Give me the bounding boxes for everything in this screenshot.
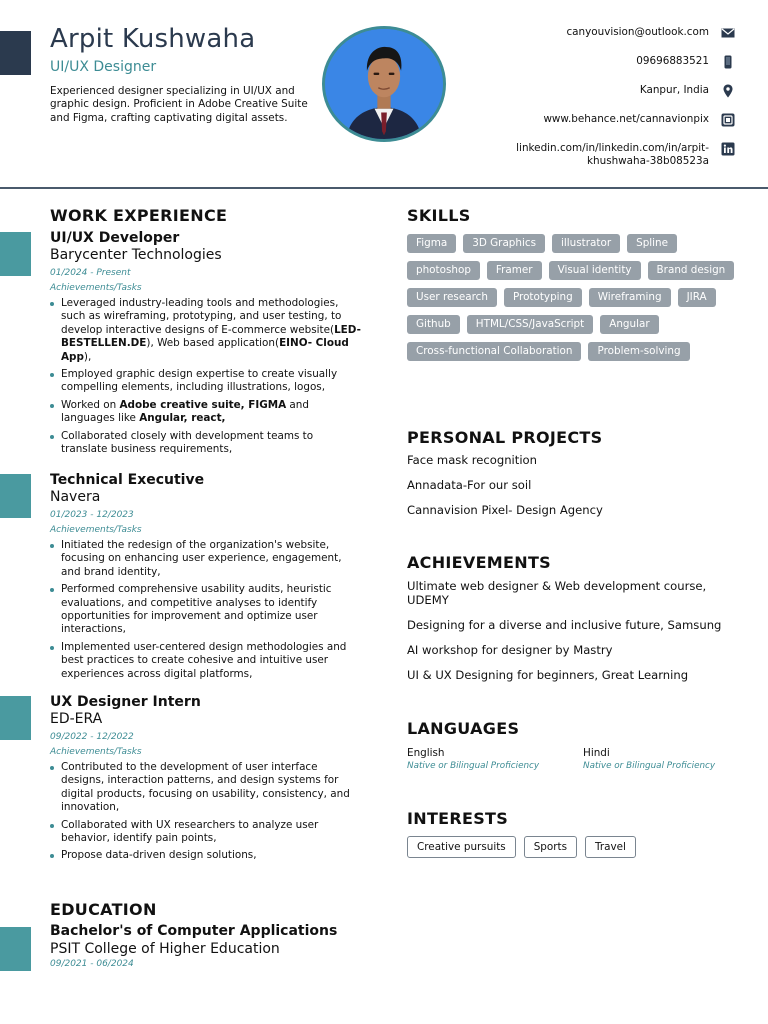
project-item: Annadata-For our soil xyxy=(407,478,532,492)
language-level: Native or Bilingual Proficiency xyxy=(407,761,540,771)
profile-summary: Experienced designer specializing in UI/UX and graphic design. Proficient in Adobe Creative Suite and Figma, crafting captivating digital assets. xyxy=(50,85,308,124)
header-divider xyxy=(0,187,768,189)
contact-phone[interactable] xyxy=(636,55,735,69)
profile-photo xyxy=(322,26,446,142)
job-bullet: Implemented user-centered design methodologies and best practices to create cohesive and intuitive user experiences across digital platforms, xyxy=(50,641,362,681)
job-bullet: Collaborated closely with development teams to translate business requirements, xyxy=(50,430,362,457)
header-accent-block xyxy=(0,31,31,75)
skills-list xyxy=(407,234,737,361)
job-entry-2 xyxy=(50,472,362,685)
skill-chip: Visual identity xyxy=(549,261,641,280)
section-title-languages: LANGUAGES xyxy=(407,719,520,738)
job-company: Barycenter Technologies xyxy=(50,247,222,263)
linkedin-icon xyxy=(721,142,735,156)
job-bullet xyxy=(50,297,362,364)
interest-tag: Sports xyxy=(524,836,577,858)
bullet-emphasis: Angular, react, xyxy=(139,412,226,425)
job-date: 01/2024 - Present xyxy=(50,268,131,278)
phone-icon xyxy=(721,55,735,69)
job-bullet: Collaborated with UX researchers to analyze user behavior, identify pain points, xyxy=(50,819,362,846)
section-title-work: WORK EXPERIENCE xyxy=(50,206,228,225)
candidate-role: UI/UX Designer xyxy=(50,59,157,75)
profile-photo-illustration xyxy=(325,29,443,139)
skill-chip: Framer xyxy=(487,261,542,280)
language-item xyxy=(407,747,539,773)
linkedin-line-2[interactable]: khushwaha-38b08523a xyxy=(587,155,709,167)
candidate-name: Arpit Kushwaha xyxy=(50,24,256,54)
job-bullet: Employed graphic design expertise to create visually compelling elements, including illustrations, logos, xyxy=(50,368,362,395)
achievement-item: UI & UX Designing for beginners, Great Learning xyxy=(407,668,689,682)
achievement-item: Ultimate web designer & Web development course, UDEMY xyxy=(407,579,707,607)
project-item: Face mask recognition xyxy=(407,453,537,467)
job-achievements-label: Achievements/Tasks xyxy=(50,525,142,535)
section-title-achievements: ACHIEVEMENTS xyxy=(407,553,551,572)
section-title-projects: PERSONAL PROJECTS xyxy=(407,428,603,447)
achievement-item: Designing for a diverse and inclusive future, Samsung xyxy=(407,618,722,632)
bullet-emphasis: EINO- Cloud App xyxy=(61,337,349,363)
job-title: Technical Executive xyxy=(50,472,205,488)
job-marker-1 xyxy=(0,232,31,276)
language-name: English xyxy=(407,747,445,759)
bullet-text: ), xyxy=(83,350,92,363)
skill-chip: User research xyxy=(407,288,497,307)
education-school: PSIT College of Higher Education xyxy=(50,941,280,957)
job-bullet: Contributed to the development of user interface designs, interaction patterns, and design systems for digital products, focusing on usability, consistency, and innovation, xyxy=(50,761,362,815)
skill-chip: Wireframing xyxy=(589,288,671,307)
contact-linkedin[interactable] xyxy=(516,142,735,168)
language-level: Native or Bilingual Proficiency xyxy=(583,761,716,771)
job-company: ED-ERA xyxy=(50,711,103,727)
skill-chip: Github xyxy=(407,315,460,334)
achievements-list xyxy=(407,579,732,682)
education-degree: Bachelor's of Computer Applications xyxy=(50,923,338,939)
bullet-text: ), Web based application( xyxy=(146,337,280,350)
education-date: 09/2021 - 06/2024 xyxy=(50,959,134,969)
phone-text[interactable]: 09696883521 xyxy=(636,55,709,67)
job-entry-3 xyxy=(50,694,362,867)
job-marker-2 xyxy=(0,474,31,518)
job-title: UX Designer Intern xyxy=(50,694,201,710)
section-title-interests: INTERESTS xyxy=(407,809,509,828)
skill-chip: Problem-solving xyxy=(588,342,689,361)
section-title-education: EDUCATION xyxy=(50,900,157,919)
language-item xyxy=(583,747,715,773)
skill-chip: 3D Graphics xyxy=(463,234,545,253)
contact-behance[interactable] xyxy=(543,113,735,127)
skill-chip: Figma xyxy=(407,234,456,253)
map-pin-icon xyxy=(721,84,735,98)
bullet-text: Leveraged industry-leading tools and methodologies, such as wireframing, prototyping, and user testing, to develop interactive designs of E-commerce website( xyxy=(61,297,342,336)
bullet-text: Worked on xyxy=(61,398,120,411)
job-bullets xyxy=(50,297,362,456)
skill-chip: photoshop xyxy=(407,261,480,280)
skill-chip: Angular xyxy=(600,315,658,334)
job-entry-1 xyxy=(50,230,362,460)
skill-chip: Cross-functional Collaboration xyxy=(407,342,581,361)
job-achievements-label: Achievements/Tasks xyxy=(50,747,142,757)
job-bullets xyxy=(50,539,362,681)
interest-tag: Creative pursuits xyxy=(407,836,516,858)
bullet-emphasis: Adobe creative suite, FIGMA xyxy=(119,398,287,411)
bullet-text: and languages like xyxy=(61,398,309,425)
behance-icon xyxy=(721,113,735,127)
job-date: 01/2023 - 12/2023 xyxy=(50,510,134,520)
skill-chip: Prototyping xyxy=(504,288,582,307)
education-entry xyxy=(50,923,362,971)
section-title-skills: SKILLS xyxy=(407,206,471,225)
job-achievements-label: Achievements/Tasks xyxy=(50,283,142,293)
bullet-emphasis: LED-BESTELLEN.DE xyxy=(61,323,361,350)
project-item: Cannavision Pixel- Design Agency xyxy=(407,503,603,517)
job-bullets xyxy=(50,761,362,863)
education-marker xyxy=(0,927,31,971)
skill-chip: JIRA xyxy=(678,288,716,307)
email-text[interactable]: canyouvision@outlook.com xyxy=(566,26,709,38)
job-bullet: Initiated the redesign of the organization's website, focusing on enhancing user experience, engagement, and brand identity, xyxy=(50,539,362,579)
skill-chip: illustrator xyxy=(552,234,620,253)
language-name: Hindi xyxy=(583,747,610,759)
interests-list xyxy=(407,836,636,858)
job-bullet xyxy=(50,399,362,426)
projects-list xyxy=(407,453,737,517)
skill-chip: Brand design xyxy=(648,261,735,280)
job-company: Navera xyxy=(50,489,101,505)
envelope-icon xyxy=(721,26,735,40)
contact-email[interactable] xyxy=(566,26,735,40)
job-marker-3 xyxy=(0,696,31,740)
location-text: Kanpur, India xyxy=(639,84,709,96)
job-bullet: Propose data-driven design solutions, xyxy=(50,849,362,862)
linkedin-text[interactable] xyxy=(516,142,709,168)
interest-tag: Travel xyxy=(585,836,636,858)
linkedin-line-1[interactable]: linkedin.com/in/linkedin.com/in/arpit- xyxy=(516,142,709,154)
achievement-item: AI workshop for designer by Mastry xyxy=(407,643,613,657)
job-date: 09/2022 - 12/2022 xyxy=(50,732,134,742)
job-title: UI/UX Developer xyxy=(50,230,180,246)
behance-text[interactable]: www.behance.net/cannavionpix xyxy=(543,113,709,125)
job-bullet: Performed comprehensive usability audits, heuristic evaluations, and competitive analyses to identify opportunities for improvement and optimize user interactions, xyxy=(50,583,362,637)
skill-chip: HTML/CSS/JavaScript xyxy=(467,315,593,334)
skill-chip: Spline xyxy=(627,234,677,253)
contact-location xyxy=(640,84,735,98)
